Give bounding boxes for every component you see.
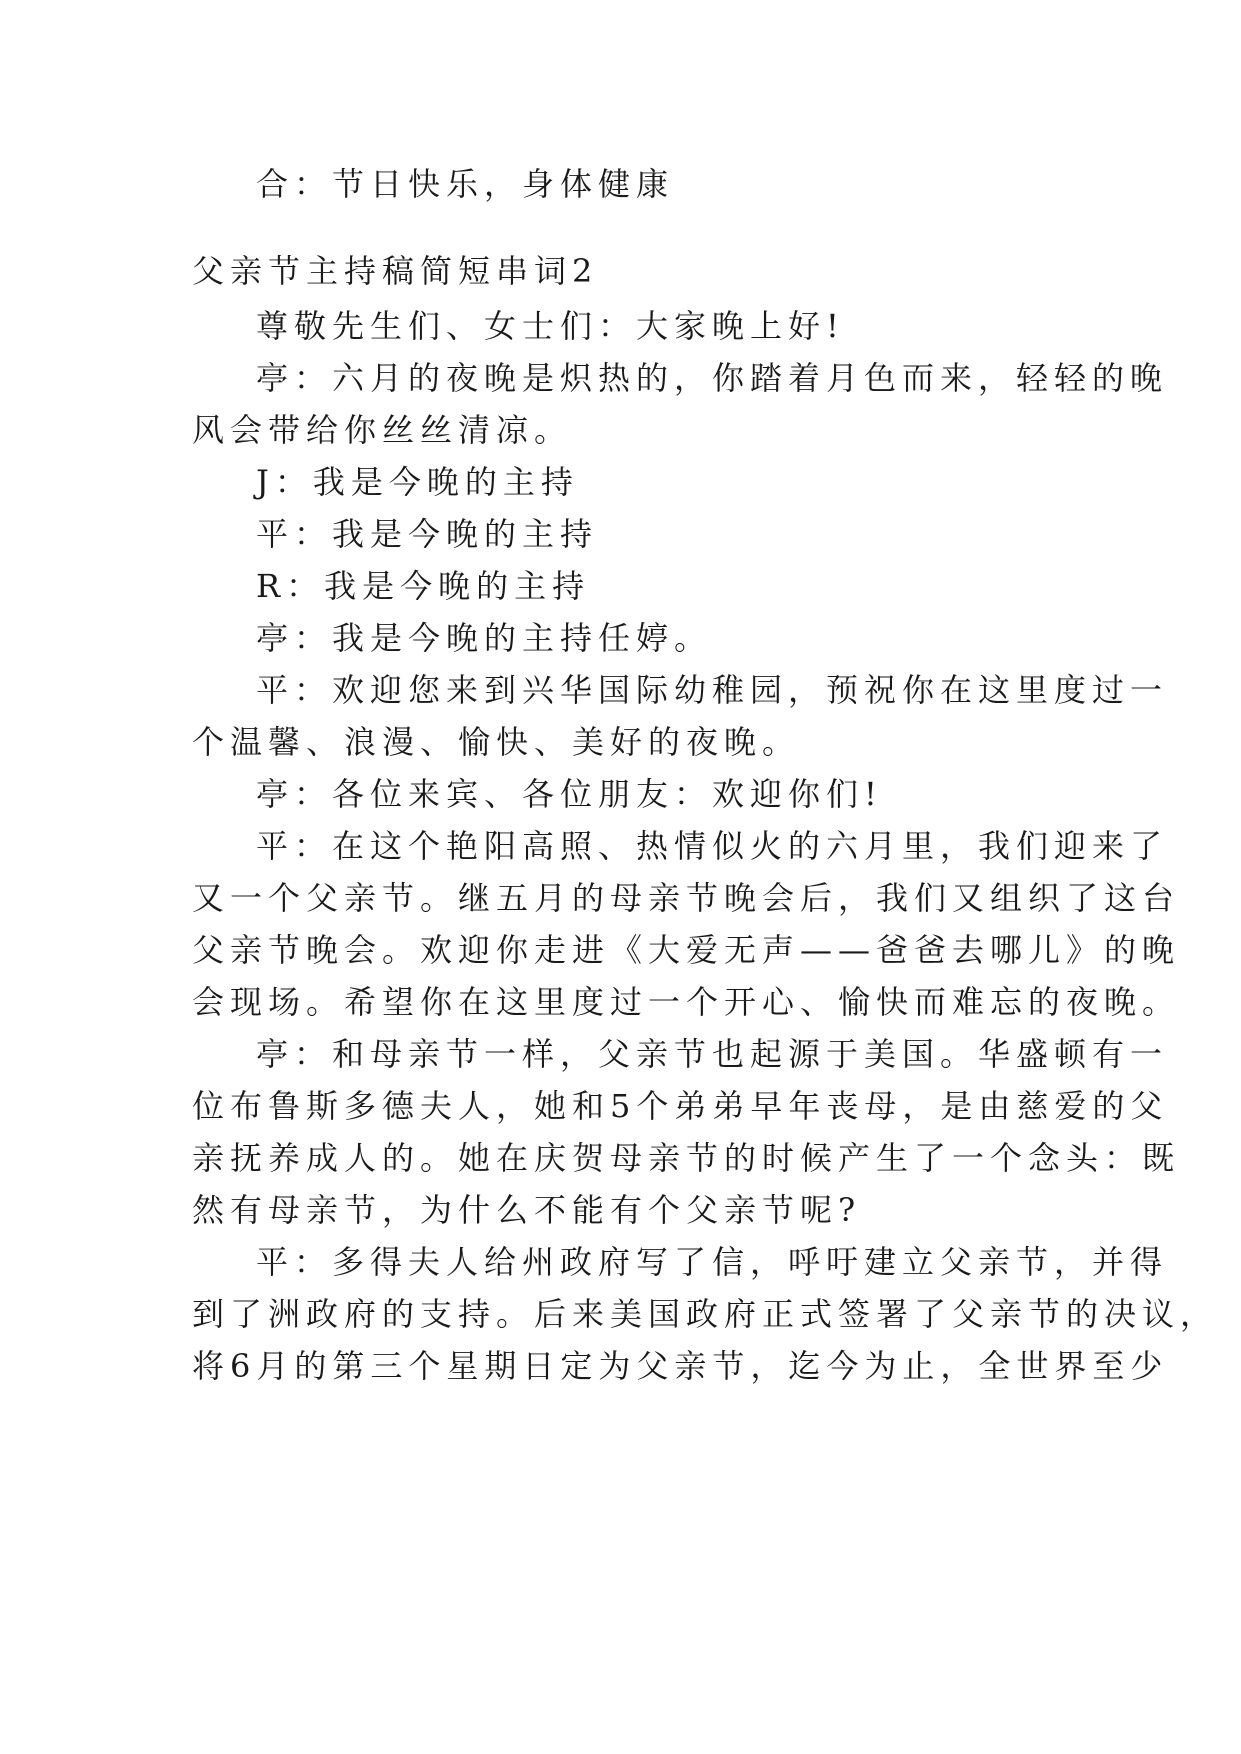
paragraph-line: 将6月的第三个星期日定为父亲节，迄今为止，全世界至少 <box>192 1347 1169 1385</box>
paragraph-line: 亭：我是今晚的主持任婷。 <box>256 619 713 657</box>
paragraph-line: 然有母亲节，为什么不能有个父亲节呢? <box>192 1191 862 1229</box>
paragraph-line: 又一个父亲节。继五月的母亲节晚会后，我们又组织了这台 <box>192 879 1181 917</box>
paragraph-line: 父亲节晚会。欢迎你走进《大爱无声——爸爸去哪儿》的晚 <box>192 931 1181 969</box>
paragraph-line: 风会带给你丝丝清凉。 <box>192 411 573 449</box>
paragraph-line: 平：欢迎您来到兴华国际幼稚园，预祝你在这里度过一 <box>256 671 1169 709</box>
paragraph-line: 平：在这个艳阳高照、热情似火的六月里，我们迎来了 <box>256 827 1169 865</box>
paragraph-line: 亭：六月的夜晚是炽热的，你踏着月色而来，轻轻的晚 <box>256 359 1169 397</box>
section-title: 父亲节主持稿简短串词2 <box>192 252 599 290</box>
paragraph-line: J：我是今晚的主持 <box>256 463 579 501</box>
paragraph-line: 亭：各位来宾、各位朋友：欢迎你们! <box>256 775 883 813</box>
closing-line: 合：节日快乐，身体健康 <box>256 165 675 203</box>
paragraph-line: 会现场。希望你在这里度过一个开心、愉快而难忘的夜晚。 <box>192 983 1181 1021</box>
paragraph-line: 个温馨、浪漫、愉快、美好的夜晚。 <box>192 723 801 761</box>
paragraph-line: 亭：和母亲节一样，父亲节也起源于美国。华盛顿有一 <box>256 1035 1169 1073</box>
paragraph-line: 亲抚养成人的。她在庆贺母亲节的时候产生了一个念头：既 <box>192 1139 1181 1177</box>
paragraph-line: R：我是今晚的主持 <box>256 567 591 605</box>
paragraph-line: 平：我是今晚的主持 <box>256 515 599 553</box>
paragraph-line: 到了洲政府的支持。后来美国政府正式签署了父亲节的决议， <box>192 1295 1219 1333</box>
greeting-line: 尊敬先生们、女士们：大家晚上好! <box>256 307 845 345</box>
paragraph-line: 位布鲁斯多德夫人，她和5个弟弟早年丧母，是由慈爱的父 <box>192 1087 1169 1125</box>
paragraph-line: 平：多得夫人给州政府写了信，呼吁建立父亲节，并得 <box>256 1243 1169 1281</box>
